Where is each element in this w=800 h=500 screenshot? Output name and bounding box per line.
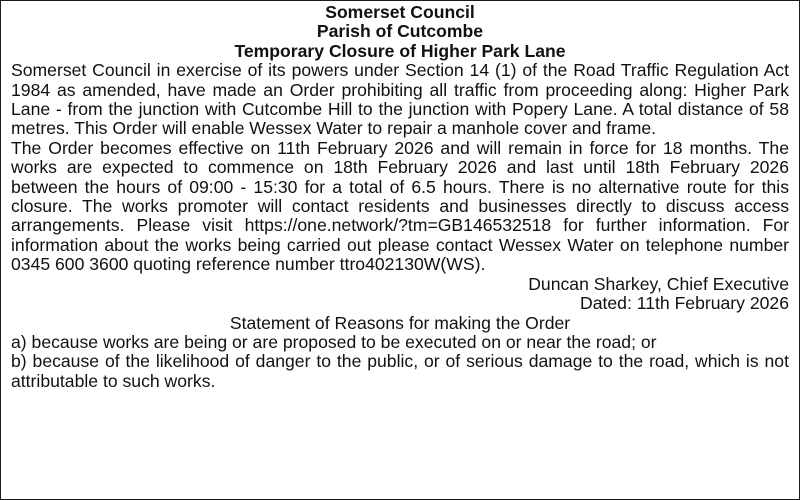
details-paragraph: The Order becomes effective on 11th February 2026 and will remain in force for 18 months. The works are expected to commence on 18th February 2026 and last until 18th February 2026 between the hours of 09:00 - 15:30 for a total of 6.5 hours. There is no alternative route for this closure. The works promoter will contact residents and businesses directly to discuss access arrangements. Please visit https://one.network/?tm=GB146532518 for further information. For information about the works being carried out please contact Wessex Water on telephone number 0345 600 3600 quoting reference number ttro402130W(WS). xyxy=(11,137,789,275)
council-name: Somerset Council xyxy=(325,2,475,22)
reason-b: b) because of the likelihood of danger to the public, or of serious damage to the road, which is not attributable to such works. xyxy=(11,351,789,391)
parish-name: Parish of Cutcombe xyxy=(316,21,484,42)
notice-title: Temporary Closure of Higher Park Lane xyxy=(234,40,566,61)
signatory: Duncan Sharkey, Chief Executive xyxy=(528,273,789,294)
dated-line: Dated: 11th February 2026 xyxy=(580,293,789,314)
order-paragraph: Somerset Council in exercise of its powers under Section 14 (1) of the Road Traffic Regulation Act 1984 as amended, have made an Order prohibiting all traffic from proceeding along: Higher Park Lane - from the junction with Cutcombe Hill to the junction with Popery Lane. A total distance of 58 metres. This Order will enable Wessex Water to repair a manhole cover and frame. xyxy=(11,60,789,139)
reason-a: a) because works are being or are proposed to be executed on or near the road; or xyxy=(11,331,657,352)
reasons-heading: Statement of Reasons for making the Order xyxy=(229,312,571,333)
